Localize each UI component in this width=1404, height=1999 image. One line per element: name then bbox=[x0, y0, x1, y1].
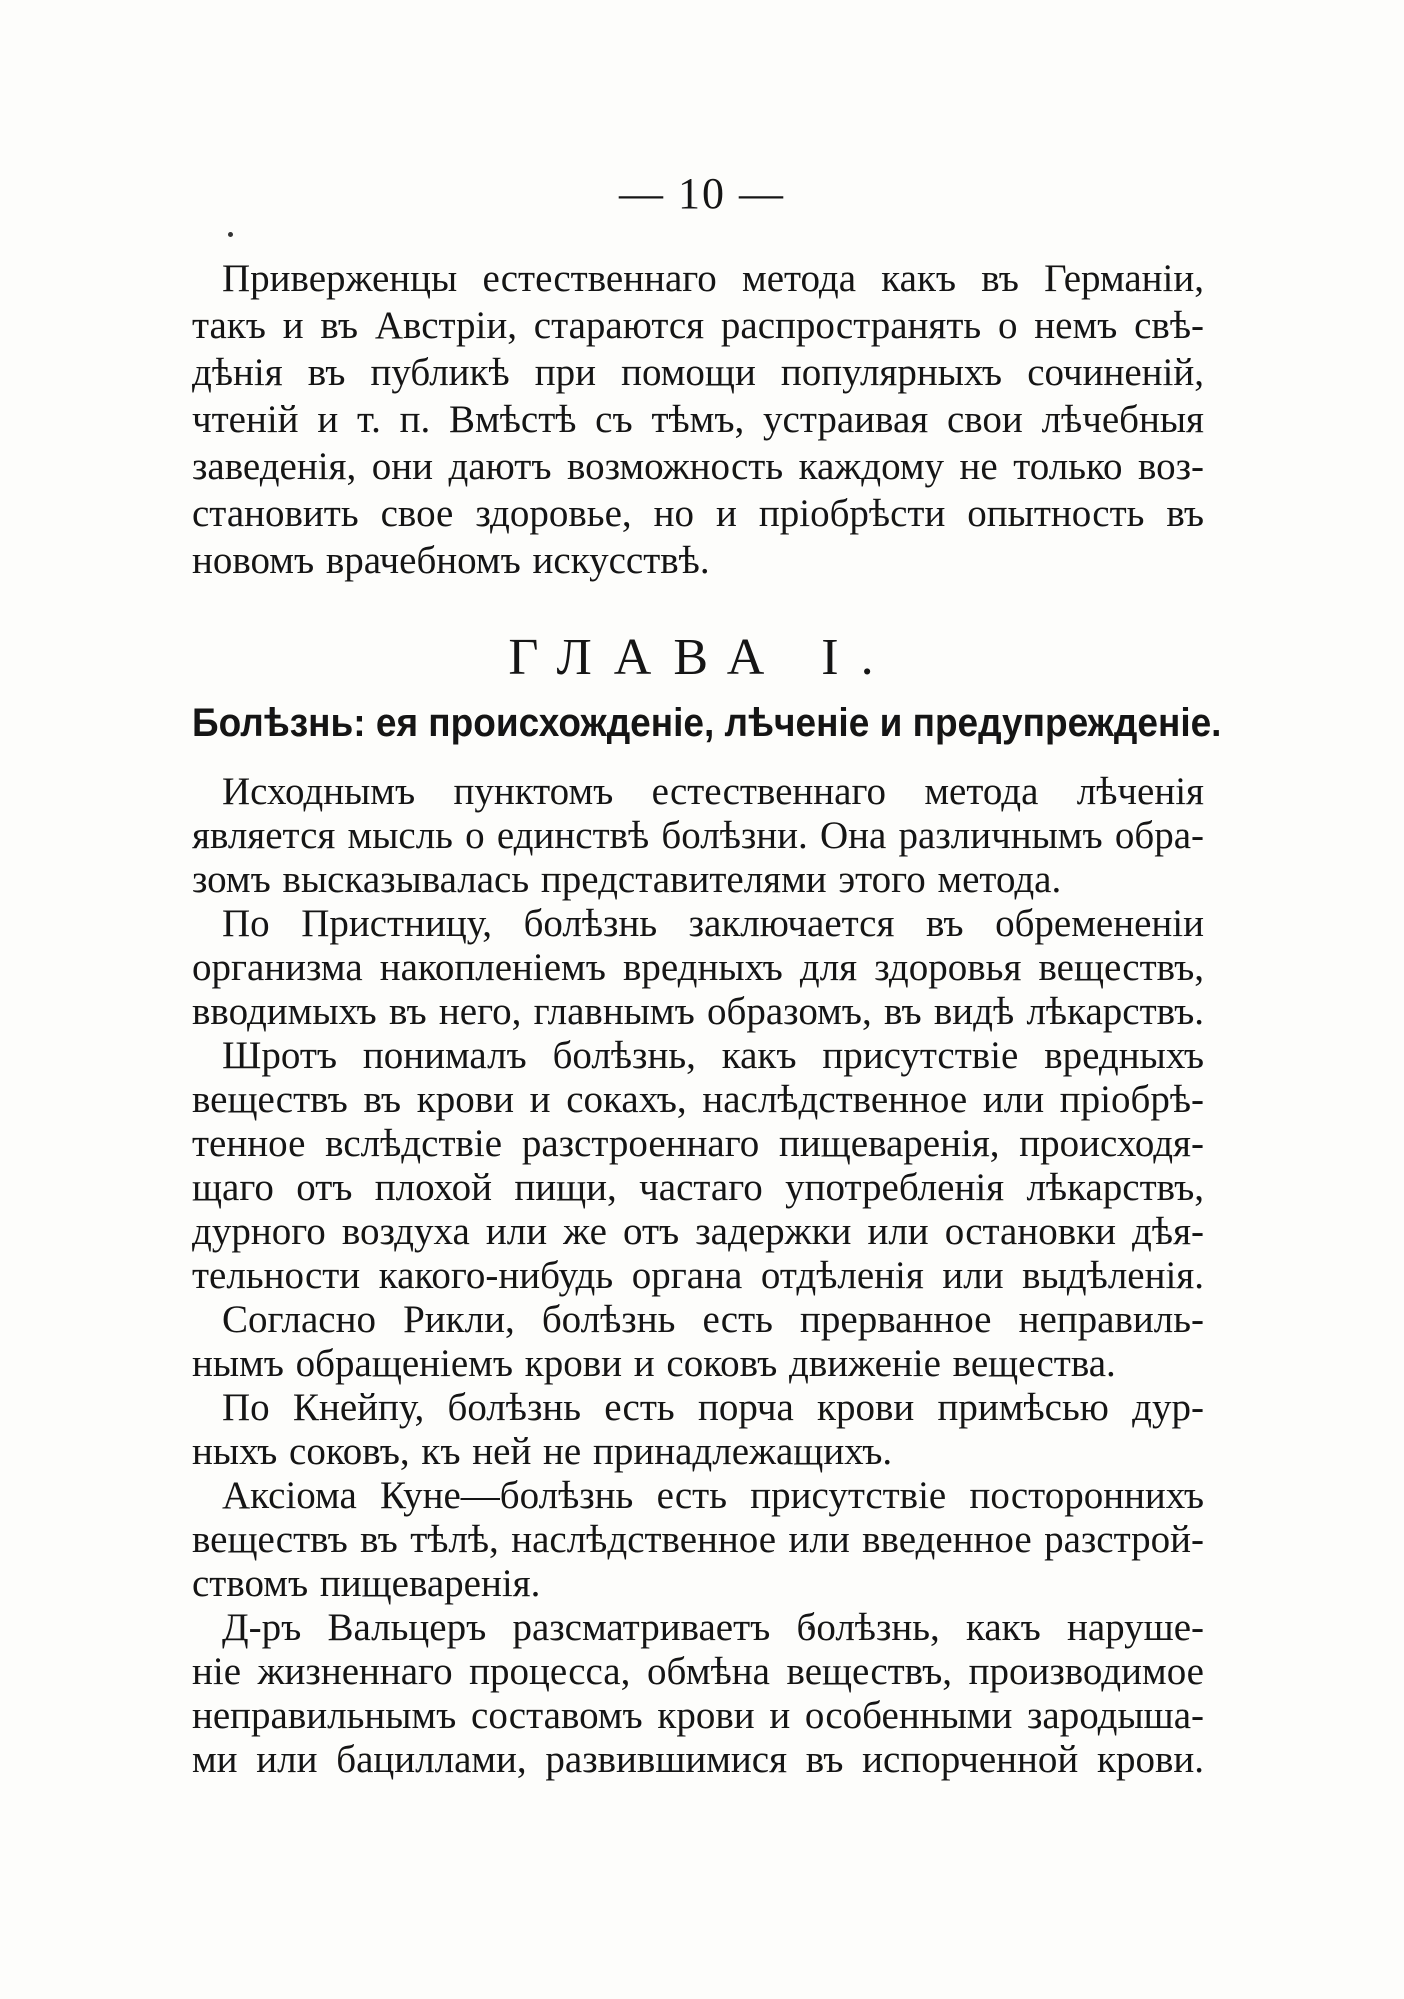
text-line: организма накопленіемъ вредныхъ для здоровья веществъ, bbox=[192, 946, 1204, 989]
text-line: тенное вслѣдствіе разстроеннаго пищеваренія, происходя- bbox=[192, 1122, 1204, 1165]
text-line: дурного воздуха или же отъ задержки или остановки дѣя- bbox=[192, 1210, 1204, 1253]
text-line: становить свое здоровье, но и пріобрѣсти опытность въ bbox=[192, 492, 1204, 535]
text-line: По Кнейпу, болѣзнь есть порча крови примѣсью дур- bbox=[222, 1386, 1204, 1429]
paragraph bbox=[192, 902, 1204, 1034]
text-line: ніе жизненнаго процесса, обмѣна веществъ, производимое bbox=[192, 1650, 1204, 1693]
text-line: дѣнія въ публикѣ при помощи популярныхъ сочиненій, bbox=[192, 351, 1204, 394]
paragraph bbox=[192, 1606, 1204, 1782]
paragraph bbox=[192, 1034, 1204, 1298]
text-line: такъ и въ Австріи, стараются распространять о немъ свѣ- bbox=[192, 304, 1204, 347]
text-line: неправильнымъ составомъ крови и особенными зародыша- bbox=[192, 1694, 1204, 1737]
text-line: Аксіома Куне—болѣзнь есть присутствіе постороннихъ bbox=[222, 1474, 1204, 1517]
paragraph bbox=[192, 1474, 1204, 1606]
text-line: веществъ въ крови и сокахъ, наслѣдственное или пріобрѣ- bbox=[192, 1078, 1204, 1121]
chapter-body bbox=[192, 770, 1204, 1782]
text-line: нымъ обращеніемъ крови и соковъ движеніе вещества. bbox=[192, 1342, 1116, 1385]
intro-paragraph bbox=[192, 255, 1204, 584]
text-line: Исходнымъ пунктомъ естественнаго метода лѣченія bbox=[222, 770, 1204, 813]
paragraph bbox=[192, 770, 1204, 902]
text-line: Согласно Рикли, болѣзнь есть прерванное неправиль- bbox=[222, 1298, 1204, 1341]
text-line: По Пристницу, болѣзнь заключается въ обремененіи bbox=[222, 902, 1204, 945]
text-line: зомъ высказывалась представителями этого метода. bbox=[192, 858, 1062, 901]
text-line: Шротъ понималъ болѣзнь, какъ присутствіе вредныхъ bbox=[222, 1034, 1204, 1077]
text-line: новомъ врачебномъ искусствѣ. bbox=[192, 539, 710, 582]
text-line: щаго отъ плохой пищи, частаго употребленія лѣкарствъ, bbox=[192, 1166, 1204, 1209]
text-line: чтеній и т. п. Вмѣстѣ съ тѣмъ, устраивая свои лѣчебныя bbox=[192, 398, 1204, 441]
text-line: веществъ въ тѣлѣ, наслѣдственное или введенное разстрой- bbox=[192, 1518, 1204, 1561]
text-line: заведенія, они даютъ возможность каждому не только воз- bbox=[192, 445, 1204, 488]
chapter-heading: ГЛАВА I. bbox=[508, 629, 896, 686]
text-line: Приверженцы естественнаго метода какъ въ Германіи, bbox=[222, 257, 1204, 300]
print-speck bbox=[228, 232, 233, 237]
text-line: вводимыхъ въ него, главнымъ образомъ, въ видѣ лѣкарствъ. bbox=[192, 990, 1204, 1033]
text-line: Д-ръ Вальцеръ разсматриваетъ болѣзнь, какъ наруше- bbox=[222, 1606, 1204, 1649]
chapter-subtitle: Болѣзнь: ея происхожденіе, лѣченіе и предупрежденіе. bbox=[192, 700, 1222, 745]
text-line: тельности какого-нибудь органа отдѣленія или выдѣленія. bbox=[192, 1254, 1204, 1297]
text-line: ныхъ соковъ, къ ней не принадлежащихъ. bbox=[192, 1430, 893, 1473]
text-line: ми или бациллами, развившимися въ испорченной крови. bbox=[192, 1738, 1204, 1781]
text-line: ствомъ пищеваренія. bbox=[192, 1562, 541, 1605]
paragraph bbox=[192, 1298, 1204, 1386]
page-number: — 10 — bbox=[619, 169, 785, 218]
paragraph bbox=[192, 1386, 1204, 1474]
text-line: является мысль о единствѣ болѣзни. Она различнымъ обра- bbox=[192, 814, 1204, 857]
